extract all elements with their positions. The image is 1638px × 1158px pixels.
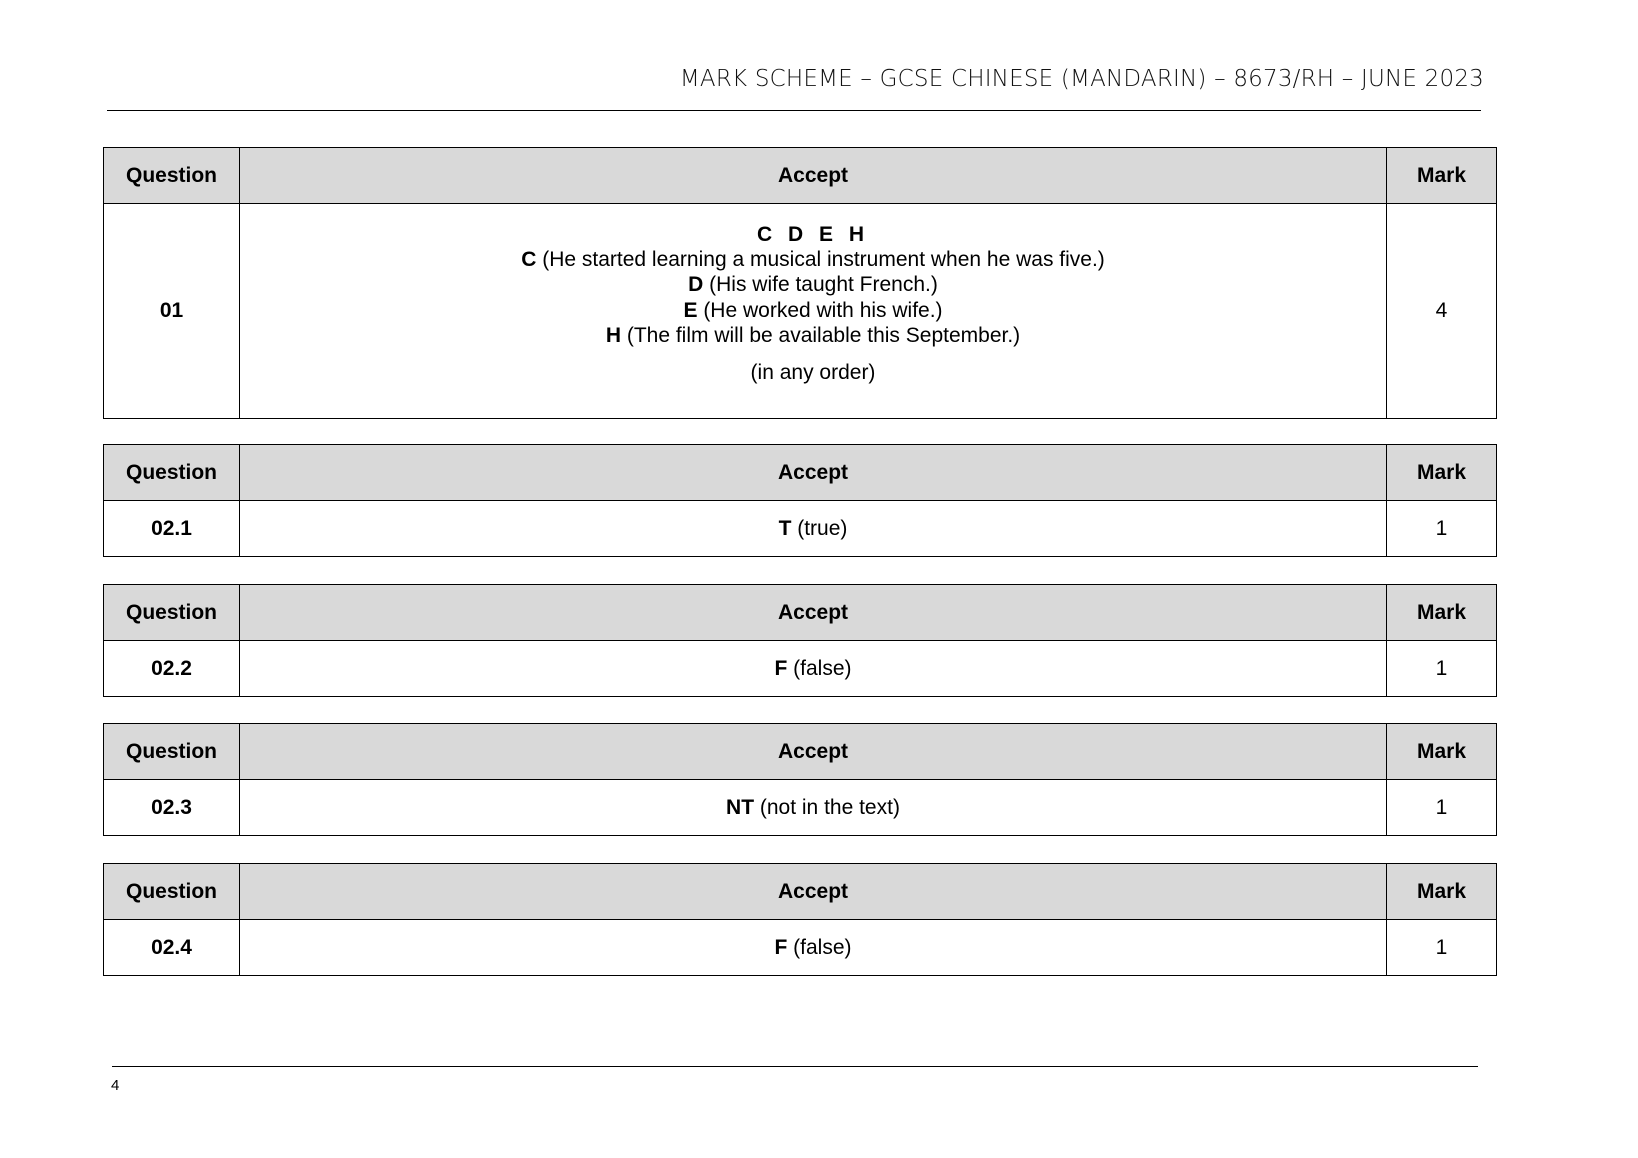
table-header-row	[104, 864, 1497, 920]
column-header-mark: Mark	[1387, 585, 1497, 641]
mark-value: 1	[1387, 920, 1497, 976]
column-header-question: Question	[104, 864, 240, 920]
answer-text: (He started learning a musical instrument when he was five.)	[542, 247, 1105, 271]
mark-scheme-table-02-4	[103, 863, 1497, 976]
answer-letter: F	[774, 935, 788, 959]
answer-letter: D	[688, 273, 704, 296]
mark-scheme-table-02-2	[103, 584, 1497, 697]
table-header-row	[104, 445, 1497, 501]
answer-letters: C D E H	[756, 222, 869, 246]
table-row	[104, 501, 1497, 557]
column-header-question: Question	[104, 585, 240, 641]
order-note: (in any order)	[750, 360, 876, 384]
answer-letter: H	[605, 324, 621, 347]
question-number: 02.1	[104, 501, 240, 557]
page-header-title: MARK SCHEME – GCSE CHINESE (MANDARIN) – 8673/RH – JUNE 2023	[679, 66, 1484, 92]
answer-text: (not in the text)	[759, 795, 900, 819]
table-row	[104, 920, 1497, 976]
table-header-row	[104, 585, 1497, 641]
answer-line	[240, 323, 1386, 349]
column-header-mark: Mark	[1387, 724, 1497, 780]
answer-letter: C	[521, 247, 537, 271]
answer-text: (His wife taught French.)	[709, 273, 938, 296]
column-header-accept: Accept	[240, 724, 1387, 780]
footer-divider	[112, 1066, 1478, 1067]
accept-cell	[240, 501, 1387, 557]
mark-value: 4	[1387, 204, 1497, 419]
mark-scheme-table-02-3	[103, 723, 1497, 836]
column-header-question: Question	[104, 445, 240, 501]
answer-text: (He worked with his wife.)	[703, 298, 943, 322]
accept-cell	[240, 920, 1387, 976]
column-header-mark: Mark	[1387, 445, 1497, 501]
answer-letter: F	[774, 656, 788, 680]
table-row	[104, 780, 1497, 836]
accept-cell	[240, 780, 1387, 836]
table-header-row	[104, 724, 1497, 780]
question-number: 02.2	[104, 641, 240, 697]
question-number: 02.4	[104, 920, 240, 976]
column-header-question: Question	[104, 724, 240, 780]
question-number: 01	[104, 204, 240, 419]
mark-value: 1	[1387, 641, 1497, 697]
answer-letter: T	[778, 516, 792, 540]
mark-value: 1	[1387, 501, 1497, 557]
accept-cell	[240, 641, 1387, 697]
answer-line	[240, 247, 1386, 273]
column-header-mark: Mark	[1387, 148, 1497, 204]
answer-letter: E	[683, 298, 698, 322]
mark-scheme-table-02-1	[103, 444, 1497, 557]
answer-text: (The film will be available this September.)	[626, 324, 1021, 347]
column-header-accept: Accept	[240, 148, 1387, 204]
answer-line	[240, 272, 1386, 298]
answer-line	[240, 298, 1386, 324]
answer-letter: NT	[726, 795, 755, 819]
answer-text: (false)	[793, 656, 852, 680]
mark-scheme-table-01	[103, 147, 1497, 419]
column-header-accept: Accept	[240, 864, 1387, 920]
header-divider	[107, 110, 1481, 111]
table-row	[104, 204, 1497, 419]
column-header-accept: Accept	[240, 445, 1387, 501]
accept-cell	[240, 204, 1387, 419]
column-header-question: Question	[104, 148, 240, 204]
table-row	[104, 641, 1497, 697]
page-number: 4	[111, 1077, 120, 1094]
column-header-mark: Mark	[1387, 864, 1497, 920]
table-header-row	[104, 148, 1497, 204]
column-header-accept: Accept	[240, 585, 1387, 641]
answer-text: (false)	[793, 935, 852, 959]
question-number: 02.3	[104, 780, 240, 836]
mark-value: 1	[1387, 780, 1497, 836]
answer-text: (true)	[797, 516, 848, 540]
